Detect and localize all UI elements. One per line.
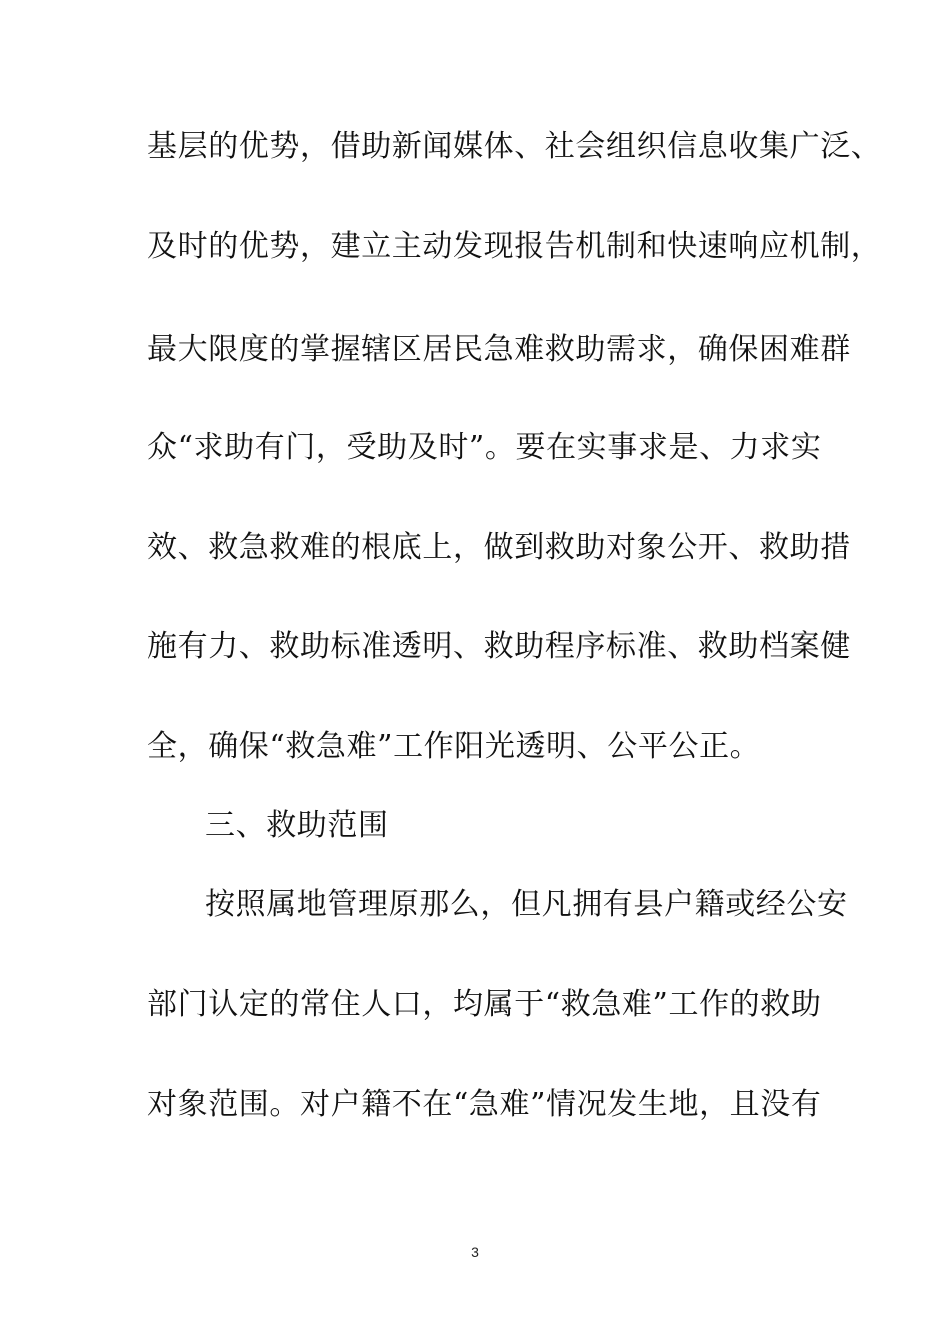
paragraph-line: 全，确保“救急难”工作阳光透明、公平公正。	[147, 729, 761, 764]
paragraph-line: 基层的优势，借助新闻媒体、社会组织信息收集广泛、	[147, 129, 882, 164]
paragraph-line: 最大限度的掌握辖区居民急难救助需求，确保困难群	[147, 332, 851, 367]
paragraph-line: 众“求助有门，受助及时”。要在实事求是、力求实	[147, 430, 822, 465]
paragraph-line: 部门认定的常住人口，均属于“救急难”工作的救助	[147, 987, 822, 1022]
paragraph-line: 施有力、救助标准透明、救助程序标准、救助档案健	[147, 629, 851, 664]
paragraph-line: 按照属地管理原那么，但凡拥有县户籍或经公安	[205, 887, 848, 922]
paragraph-line: 对象范围。对户籍不在“急难”情况发生地，且没有	[147, 1087, 822, 1122]
paragraph-line: 及时的优势，建立主动发现报告机制和快速响应机制，	[147, 229, 882, 264]
section-heading: 三、救助范围	[205, 808, 389, 843]
paragraph-line: 效、救急救难的根底上，做到救助对象公开、救助措	[147, 530, 851, 565]
page-number: 3	[471, 1244, 479, 1260]
